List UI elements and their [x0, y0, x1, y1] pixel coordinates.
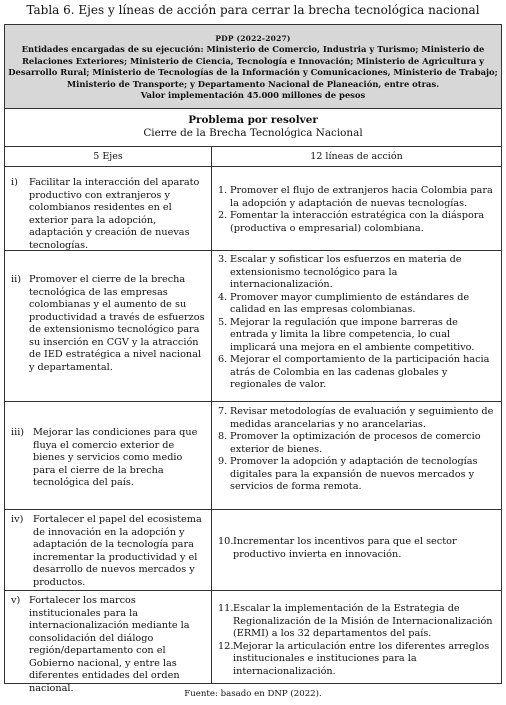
- line-text: Mejorar la articulación entre los diferentes arreglos institucionales e instituciones para la internacionalización.: [233, 640, 490, 677]
- axis-text: Fortalecer los marcos institucionales para la internacionalización mediante la consolidación del diálogo región/departamento con el Gobierno nacional, y entre las diferentes entidades del orden nacional.: [29, 595, 190, 694]
- table-caption: Tabla 6. Ejes y líneas de acción para cerrar la brecha tecnológica nacional: [26, 3, 480, 17]
- line-number: 7.: [218, 406, 228, 417]
- line-text: Escalar la implementación de la Estrategia de Regionalización de la Misión de Internacionalización (ERMI) a los 32 departamentos del país.: [233, 603, 493, 639]
- list-item: [218, 292, 495, 317]
- list-item: [218, 406, 495, 431]
- action-lines: [218, 536, 495, 561]
- column-divider: [211, 147, 212, 683]
- axis-number: iii): [11, 427, 25, 438]
- list-item: [218, 210, 495, 235]
- list-item: [218, 641, 495, 679]
- line-number: 6.: [218, 354, 228, 365]
- row-divider: [5, 401, 501, 402]
- axis-number: v): [11, 595, 21, 606]
- entities-text: Entidades encargadas de su ejecución: Ministerio de Comercio, Industria y Turismo; Ministerio de Relaciones Exteriores; Ministerio de Ciencia, Tecnología e Innovación; Ministerio de Agricultura y Desarrollo Rural; Ministerio de Tecnologías de la Información y Comunicaciones, Ministerio de Trabajo; Ministerio de Transporte; y Departamento Nacional de Planeación, entre otras.: [8, 44, 498, 89]
- line-number: 5.: [218, 316, 228, 328]
- action-lines: [218, 406, 495, 494]
- problem-subtitle: Cierre de la Brecha Tecnológica Nacional: [143, 127, 363, 139]
- axis-text: Promover el cierre de la brecha tecnológica de las empresas colombianas y el aumento de su productividad a través de esfuerzos de extensionismo tecnológico para su inserción en CGV y la atracción de IED estratégica a nivel nacional y departamental.: [29, 274, 205, 373]
- line-number: 3.: [218, 254, 228, 265]
- column-header-lines: 12 líneas de acción: [212, 147, 501, 167]
- action-lines: [218, 603, 495, 678]
- line-text: Mejorar el comportamiento de la participación hacia atrás de Colombia en las cadenas globales y regionales de valor.: [230, 354, 490, 390]
- line-text: Promover la optimización de procesos de comercio exterior de bienes.: [230, 431, 481, 455]
- row-divider: [5, 509, 501, 510]
- source-note: Fuente: basado en DNP (2022).: [184, 689, 322, 699]
- axis-number: i): [11, 177, 18, 188]
- list-item: [218, 603, 495, 641]
- list-item: [218, 354, 495, 392]
- line-text: Fomentar la interacción estratégica con la diáspora (productiva o empresarial) colombiana.: [230, 210, 485, 234]
- list-item: [218, 456, 495, 494]
- action-lines: [218, 254, 495, 392]
- line-text: Promover el flujo de extranjeros hacia Colombia para la adopción y adaptación de nuevas tecnologías.: [230, 185, 493, 209]
- line-text: Mejorar la regulación que impone barreras de entrada y limita la libre competencia, lo cual implicará una mejora en el ambiente competitivo.: [230, 316, 475, 353]
- list-item: [218, 254, 495, 292]
- table-row: [11, 274, 207, 374]
- pdp-label: PDP (2022-2027): [215, 34, 291, 43]
- list-item: [218, 536, 495, 561]
- line-number: 2.: [218, 210, 228, 221]
- list-item: [218, 431, 495, 456]
- row-divider: [5, 590, 501, 591]
- line-text: Escalar y sofisticar los esfuerzos en materia de extensionismo tecnológico para la internacionalización.: [230, 254, 462, 290]
- line-text: Promover la adopción y adaptación de tecnologías digitales para la expansión de nuevos mercados y servicios de forma remota.: [230, 456, 478, 492]
- axis-number: iv): [11, 514, 24, 525]
- action-lines: [218, 185, 495, 235]
- line-number: 12.: [218, 640, 234, 652]
- problem-title: Problema por resolver: [188, 114, 318, 126]
- table-row: [11, 514, 207, 589]
- table-row: [11, 595, 207, 695]
- line-text: Revisar metodologías de evaluación y seguimiento de medidas arancelarias y no arancelarias.: [230, 406, 494, 430]
- axis-text: Mejorar las condiciones para que fluya el comercio exterior de bienes y servicios como medio para el cierre de la brecha tecnológica del país.: [33, 427, 198, 488]
- line-number: 4.: [218, 291, 228, 303]
- axis-text: Fortalecer el papel del ecosistema de innovación en la adopción y adaptación de la tecnología para incrementar la productividad y el desarrollo de nuevos mercados y productos.: [33, 514, 202, 588]
- line-number: 10.: [218, 536, 234, 547]
- table-row: [11, 427, 207, 490]
- axis-number: ii): [11, 274, 21, 285]
- line-text: Incrementar los incentivos para que el sector productivo invierta en innovación.: [233, 536, 457, 560]
- problem-block: [5, 109, 501, 147]
- line-number: 1.: [218, 185, 228, 196]
- line-number: 11.: [218, 603, 234, 614]
- line-text: Promover mayor cumplimiento de estándares de calidad en las empresas colombianas.: [230, 291, 470, 315]
- implementation-value: Valor implementación 45.000 millones de pesos: [140, 90, 366, 101]
- column-header-axes: 5 Ejes: [5, 147, 211, 167]
- table-row: [11, 177, 207, 252]
- list-item: [218, 317, 495, 355]
- line-number: 9.: [218, 456, 228, 467]
- table-header-block: [5, 25, 501, 109]
- axis-text: Facilitar la interacción del aparato productivo con extranjeros y colombianos residentes en el exterior para la adopción, adaptación y creación de nuevas tecnologías.: [29, 177, 200, 251]
- list-item: [218, 185, 495, 210]
- line-number: 8.: [218, 431, 228, 442]
